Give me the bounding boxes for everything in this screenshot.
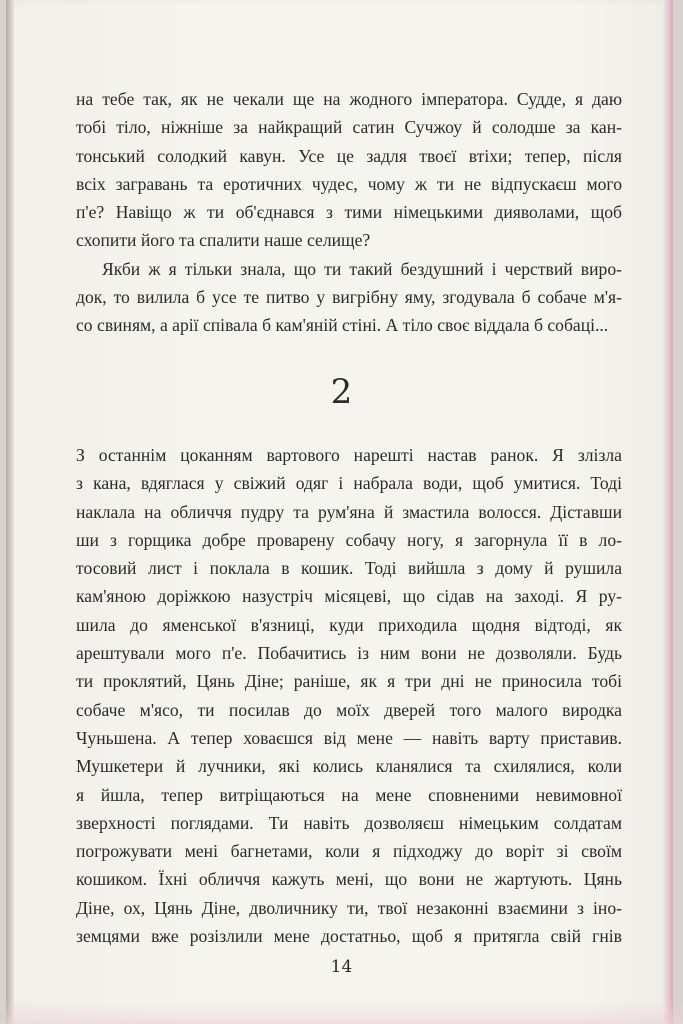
text-line: Чуньшена. А тепер ховаєшся від мене — навіть варту приставив. [76,727,622,748]
text-line: на тебе так, як не чекали ще на жодного імператора. Судде, я даю [76,89,622,109]
text-line: со свиням, а арії співала б кам'яній стіні. А тіло своє віддала б собаці... [76,315,609,336]
text-line: земцями вже розізлили мене достатньо, щоб я притягла свій гнів [76,926,622,947]
text-line: зверхності поглядами. Ти навіть дозволяєш німецьким солдатам [76,812,622,833]
text-block-chapter [76,441,622,950]
page-bottom-edge [6,1000,683,1024]
text-line: п'е? Навіщо ж ти об'єднався з тими німецькими дияволами, щоб [76,202,622,223]
text-line: наклала на обличчя пудру та рум'яна й змастила волосся. Діставши [76,501,622,522]
text-line: тосовий лист і поклала в кошик. Тоді вийшла з дому й рушила [76,558,622,579]
text-line: Діне, ох, Цянь Діне, дволичнику ти, твої незаконні взаємини з іно- [76,897,622,918]
page-gutter-shadow [6,0,14,1024]
text-line: док, то вилила б усе те питво у вигрібну яму, згодувала б собаче м'я- [76,287,622,308]
text-line: кам'яною доріжкою назустріч місяцеві, що сідав на заході. Я ру- [76,586,622,607]
text-line: я йшла, тепер витріщаються на мене сповненими невимовної [76,784,622,805]
text-line: всіх загравань та еротичних чудес, чому ж ти не відпускаєш мого [76,173,622,194]
text-line: ши з горщика добре проварену собачу ногу, я загорнула її в ло- [76,529,622,550]
text-line: шила до яменської в'язниці, куди приходила щодня відтоді, як [76,614,622,635]
page-number: 14 [330,957,353,977]
text-line: арештували мого п'е. Побачитись із ним вони не дозволяли. Будь [76,643,622,664]
text-line: З останнім цоканням вартового нарешті настав ранок. Я злізла [76,445,622,465]
text-line: Якби ж я тільки знала, що ти такий бездушний і черствий виро- [102,258,622,279]
text-line: Мушкетери й лучники, які колись кланялися та схилялися, коли [76,756,622,777]
text-line: погрожувати мені багнетами, коли я підходжу до воріт зі своїм [76,841,622,862]
text-block-top [76,85,622,340]
chapter-number: 2 [330,372,353,412]
text-line: з кана, вдяглася у свіжий одяг і набрала води, щоб умитися. Тоді [76,473,622,494]
text-line: тобі тіло, ніжніше за найкращий сатин Сучжоу й солодше за кан- [76,117,622,138]
page-edge [663,0,673,1024]
text-line: тонський солодкий кавун. Усе це задля твоєї втіхи; тепер, після [76,145,622,166]
text-line: собаче м'ясо, ти посилав до моїх дверей того малого виродка [76,699,622,720]
text-line: схопити його та спалити наше селище? [76,230,371,251]
text-line: ти проклятий, Цянь Діне; раніше, як я три дні не приносила тобі [76,671,622,692]
text-line: кошиком. Їхні обличчя кажуть мені, що вони не жартують. Цянь [76,869,622,890]
